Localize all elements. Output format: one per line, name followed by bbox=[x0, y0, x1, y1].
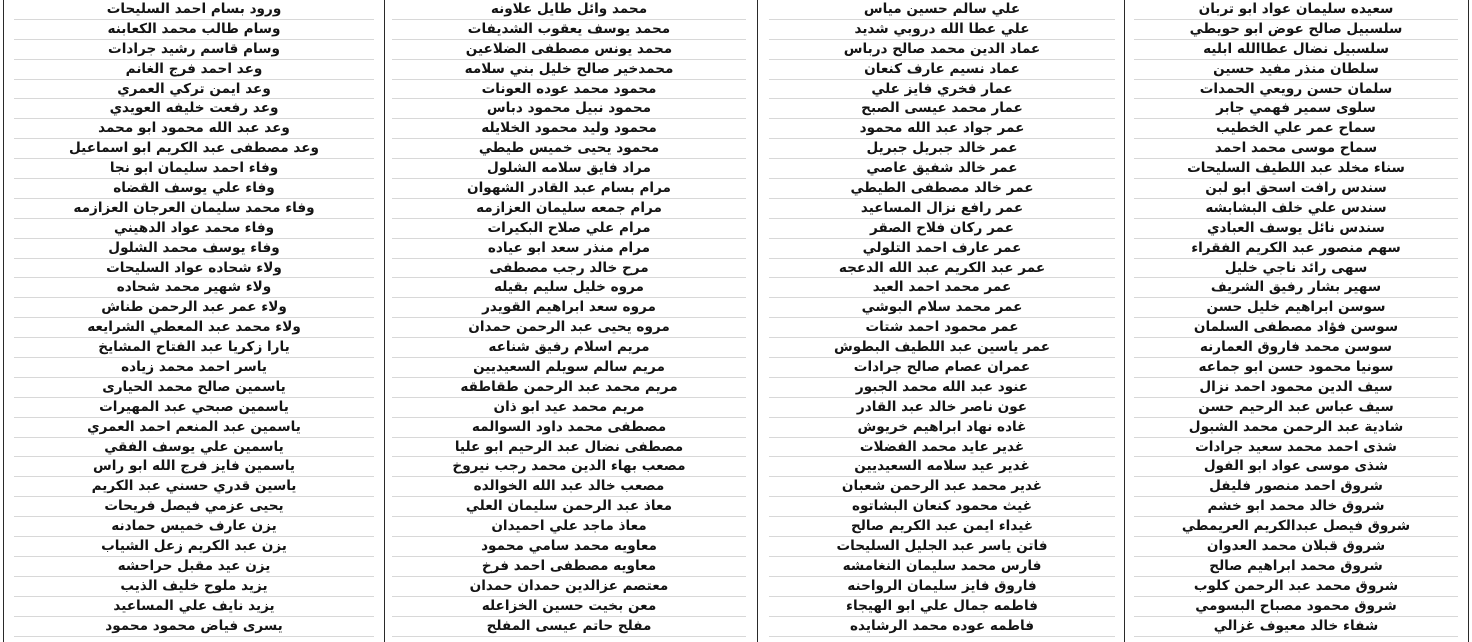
name-entry: سلمان حسن رويعي الحمدات bbox=[1134, 80, 1458, 100]
name-entry: وفاء احمد سليمان ابو نجا bbox=[14, 159, 374, 179]
name-entry: مريم محمد عبد الرحمن طقاطقه bbox=[392, 378, 746, 398]
name-entry: عمر عارف احمد التلولي bbox=[769, 239, 1115, 259]
name-entry: ياسمين علي يوسف الفقي bbox=[14, 438, 374, 458]
name-entry: مروه يحيى عبد الرحمن حمدان bbox=[392, 318, 746, 338]
name-entry: وفاء يوسف محمد الشلول bbox=[14, 239, 374, 259]
name-entry: غدير عايد محمد الفضلات bbox=[769, 438, 1115, 458]
name-entry: وسام قاسم رشيد جرادات bbox=[14, 40, 374, 60]
name-entry: عمر رافع نزال المساعيد bbox=[769, 199, 1115, 219]
column-divider bbox=[384, 0, 385, 642]
name-entry: يزن عيد مقبل حراحشه bbox=[14, 557, 374, 577]
name-entry: ولاء شحاده عواد السليحات bbox=[14, 259, 374, 279]
name-entry: محمود يحيى خميس طيطي bbox=[392, 139, 746, 159]
name-entry: يزن عارف خميس حمادنه bbox=[14, 517, 374, 537]
name-entry: وعد عبد الله محمود ابو محمد bbox=[14, 119, 374, 139]
name-entry: علي سالم حسين مياس bbox=[769, 0, 1115, 20]
name-entry: سلطان منذر مفيد حسين bbox=[1134, 60, 1458, 80]
name-entry: شروق قبلان محمد العدوان bbox=[1134, 537, 1458, 557]
name-entry: مرام علي صلاح البكيرات bbox=[392, 219, 746, 239]
name-entry: فاطمه جمال علي ابو الهيجاء bbox=[769, 597, 1115, 617]
name-entry: سهم منصور عبد الكريم الفقراء bbox=[1134, 239, 1458, 259]
name-entry: عمار فخري فايز علي bbox=[769, 80, 1115, 100]
names-column-4 bbox=[14, 0, 374, 642]
name-entry: عمر عبد الكريم عبد الله الدعجه bbox=[769, 259, 1115, 279]
name-entry: محمود نبيل محمود دباس bbox=[392, 99, 746, 119]
name-entry: غدير محمد عبد الرحمن شعبان bbox=[769, 477, 1115, 497]
name-entry: شروق محمد ابراهيم صالح bbox=[1134, 557, 1458, 577]
name-entry: وفاء محمد عواد الدهيني bbox=[14, 219, 374, 239]
name-entry: سندس نائل يوسف العبادي bbox=[1134, 219, 1458, 239]
name-entry: فاتن ياسر عبد الجليل السليحات bbox=[769, 537, 1115, 557]
name-entry: عمر ركان فلاح الصقر bbox=[769, 219, 1115, 239]
name-entry: ياسمين صبحي عبد المهيرات bbox=[14, 398, 374, 418]
name-entry: عماد نسيم عارف كنعان bbox=[769, 60, 1115, 80]
name-entry: سلسبيل صالح عوض ابو حويطي bbox=[1134, 20, 1458, 40]
name-entry: شروق محمد عبد الرحمن كلوب bbox=[1134, 577, 1458, 597]
name-entry: غيث محمود كنعان البشاتوه bbox=[769, 497, 1115, 517]
name-entry: ولاء عمر عبد الرحمن طناش bbox=[14, 298, 374, 318]
name-entry: وعد رفعت خليفه العويدي bbox=[14, 99, 374, 119]
name-entry: محمدخير صالح خليل بني سلامه bbox=[392, 60, 746, 80]
name-entry: مرام جمعه سليمان العزازمه bbox=[392, 199, 746, 219]
name-entry: وعد ايمن تركي العمري bbox=[14, 80, 374, 100]
name-entry: مريم محمد عيد ابو ذان bbox=[392, 398, 746, 418]
name-entry: شفاء خالد معيوف غزالي bbox=[1134, 617, 1458, 637]
name-entry: سونيا محمود حسن ابو جماعه bbox=[1134, 358, 1458, 378]
name-entry: سوسن محمد فاروق العمارنه bbox=[1134, 338, 1458, 358]
name-entry: يزيد نايف علي المساعيد bbox=[14, 597, 374, 617]
name-entry: عمار محمد عيسى الصبح bbox=[769, 99, 1115, 119]
name-entry: وعد احمد فرج الغانم bbox=[14, 60, 374, 80]
name-entry: عنود عبد الله محمد الجبور bbox=[769, 378, 1115, 398]
name-entry: محمد يوسف يعقوب الشديفات bbox=[392, 20, 746, 40]
name-entry: يزن عبد الكريم زعل الشياب bbox=[14, 537, 374, 557]
name-entry: معاذ عبد الرحمن سليمان العلي bbox=[392, 497, 746, 517]
name-entry: عمر محمود احمد شتات bbox=[769, 318, 1115, 338]
name-entry: عمر خالد مصطفى الطيطي bbox=[769, 179, 1115, 199]
name-entry: ياسر احمد محمد زياده bbox=[14, 358, 374, 378]
name-entry: مصعب بهاء الدين محمد رجب نيروخ bbox=[392, 457, 746, 477]
name-entry: عمر جواد عبد الله محمود bbox=[769, 119, 1115, 139]
name-entry: سوسن فؤاد مصطفى السلمان bbox=[1134, 318, 1458, 338]
name-entry: ياسين قدري حسني عبد الكريم bbox=[14, 477, 374, 497]
name-entry: محمود وليد محمود الخلايله bbox=[392, 119, 746, 139]
name-entry: مرح خالد رجب مصطفى bbox=[392, 259, 746, 279]
name-entry: سلوى سمير فهمي جابر bbox=[1134, 99, 1458, 119]
name-entry: معاذ ماجد علي احميدان bbox=[392, 517, 746, 537]
name-entry: معاويه مصطفى احمد فرخ bbox=[392, 557, 746, 577]
name-entry: مرام بسام عبد القادر الشهوان bbox=[392, 179, 746, 199]
name-entry: ياسمين فايز فرج الله ابو راس bbox=[14, 457, 374, 477]
names-column-1 bbox=[1134, 0, 1458, 642]
name-entry: سهير بشار رفيق الشريف bbox=[1134, 278, 1458, 298]
name-entry: يحيى عزمي فيصل فريحات bbox=[14, 497, 374, 517]
name-entry: وسام طالب محمد الكعابنه bbox=[14, 20, 374, 40]
name-entry: يزيد ملوح خليف الذيب bbox=[14, 577, 374, 597]
names-column-3 bbox=[392, 0, 746, 642]
name-entry: سماح موسى محمد احمد bbox=[1134, 139, 1458, 159]
column-divider bbox=[3, 0, 4, 642]
name-entry: عمر محمد احمد العيد bbox=[769, 278, 1115, 298]
name-entry: مصعب خالد عبد الله الخوالده bbox=[392, 477, 746, 497]
name-entry: فاطمه عوده محمد الرشايده bbox=[769, 617, 1115, 637]
name-entry: شروق فيصل عبدالكريم العريمطي bbox=[1134, 517, 1458, 537]
name-entry: محمد وائل طايل علاونه bbox=[392, 0, 746, 20]
name-entry: سيف الدين محمود احمد نزال bbox=[1134, 378, 1458, 398]
name-entry: معتصم عزالدين حمدان حمدان bbox=[392, 577, 746, 597]
names-column-2 bbox=[769, 0, 1115, 642]
name-entry: مصطفى نضال عبد الرحيم ابو عليا bbox=[392, 438, 746, 458]
name-entry: مروه سعد ابراهيم القويدر bbox=[392, 298, 746, 318]
name-entry: فارس محمد سليمان النغامشه bbox=[769, 557, 1115, 577]
name-entry: محمود محمد عوده العونات bbox=[392, 80, 746, 100]
name-entry: مفلح حاتم عيسى المفلح bbox=[392, 617, 746, 637]
name-entry: ورود بسام احمد السليحات bbox=[14, 0, 374, 20]
name-entry: محمد يونس مصطفى الضلاعين bbox=[392, 40, 746, 60]
name-entry: مصطفى محمد داود السوالمه bbox=[392, 418, 746, 438]
name-entry: سندس رافت اسحق ابو لبن bbox=[1134, 179, 1458, 199]
name-entry: يارا زكريا عبد الفتاح المشايخ bbox=[14, 338, 374, 358]
name-entry: مراد فايق سلامه الشلول bbox=[392, 159, 746, 179]
name-entry: شادية عبد الرحمن محمد الشبول bbox=[1134, 418, 1458, 438]
name-entry: ولاء شهير محمد شحاده bbox=[14, 278, 374, 298]
name-entry: عون ناصر خالد عبد القادر bbox=[769, 398, 1115, 418]
column-divider bbox=[1468, 0, 1469, 642]
name-entry: وعد مصطفى عبد الكريم ابو اسماعيل bbox=[14, 139, 374, 159]
name-entry: شذى احمد محمد سعيد جرادات bbox=[1134, 438, 1458, 458]
name-entry: ولاء محمد عبد المعطي الشرايعه bbox=[14, 318, 374, 338]
name-entry: ياسمين صالح محمد الحيارى bbox=[14, 378, 374, 398]
column-divider bbox=[1124, 0, 1125, 642]
name-entry: شروق احمد منصور فليفل bbox=[1134, 477, 1458, 497]
name-entry: سعيده سليمان عواد ابو تربان bbox=[1134, 0, 1458, 20]
name-entry: غيداء ايمن عبد الكريم صالح bbox=[769, 517, 1115, 537]
name-entry: ياسمين عبد المنعم احمد العمري bbox=[14, 418, 374, 438]
name-entry: سلسبيل نضال عطاالله ابليه bbox=[1134, 40, 1458, 60]
name-entry: عمر خالد جبريل جبريل bbox=[769, 139, 1115, 159]
name-entry: شذى موسى عواد ابو الفول bbox=[1134, 457, 1458, 477]
name-entry: سهى رائد ناجي خليل bbox=[1134, 259, 1458, 279]
name-entry: علي عطا الله دروبي شديد bbox=[769, 20, 1115, 40]
name-entry: عمر محمد سلام البوشي bbox=[769, 298, 1115, 318]
name-entry: شروق محمود مصباح البسومي bbox=[1134, 597, 1458, 617]
name-entry: سندس علي خلف البشابشه bbox=[1134, 199, 1458, 219]
name-entry: عمران عصام صالح جرادات bbox=[769, 358, 1115, 378]
name-entry: عمر ياسين عبد اللطيف البطوش bbox=[769, 338, 1115, 358]
name-entry: سوسن ابراهيم خليل حسن bbox=[1134, 298, 1458, 318]
name-entry: سماح عمر علي الخطيب bbox=[1134, 119, 1458, 139]
name-entry: وفاء محمد سليمان العرجان العزازمه bbox=[14, 199, 374, 219]
name-entry: مرام منذر سعد ابو عياده bbox=[392, 239, 746, 259]
name-entry: سيف عباس عبد الرحيم حسن bbox=[1134, 398, 1458, 418]
name-entry: يسرى فياض محمود محمود bbox=[14, 617, 374, 637]
name-entry: معن بخيت حسين الخزاعله bbox=[392, 597, 746, 617]
name-entry: شروق خالد محمد ابو خشم bbox=[1134, 497, 1458, 517]
column-divider bbox=[757, 0, 758, 642]
name-entry: وفاء علي يوسف القضاه bbox=[14, 179, 374, 199]
name-entry: مريم سالم سويلم السعيديين bbox=[392, 358, 746, 378]
name-entry: سناء مخلد عبد اللطيف السليحات bbox=[1134, 159, 1458, 179]
name-entry: مريم اسلام رفيق شناعه bbox=[392, 338, 746, 358]
name-entry: معاويه محمد سامي محمود bbox=[392, 537, 746, 557]
name-entry: غاده نهاد ابراهيم خريوش bbox=[769, 418, 1115, 438]
name-entry: عمر خالد شفيق عاصي bbox=[769, 159, 1115, 179]
name-entry: مروه خليل سليم بقيله bbox=[392, 278, 746, 298]
name-entry: غدير عيد سلامه السعيديين bbox=[769, 457, 1115, 477]
name-entry: عماد الدين محمد صالح درباس bbox=[769, 40, 1115, 60]
name-entry: فاروق فايز سليمان الرواحنه bbox=[769, 577, 1115, 597]
